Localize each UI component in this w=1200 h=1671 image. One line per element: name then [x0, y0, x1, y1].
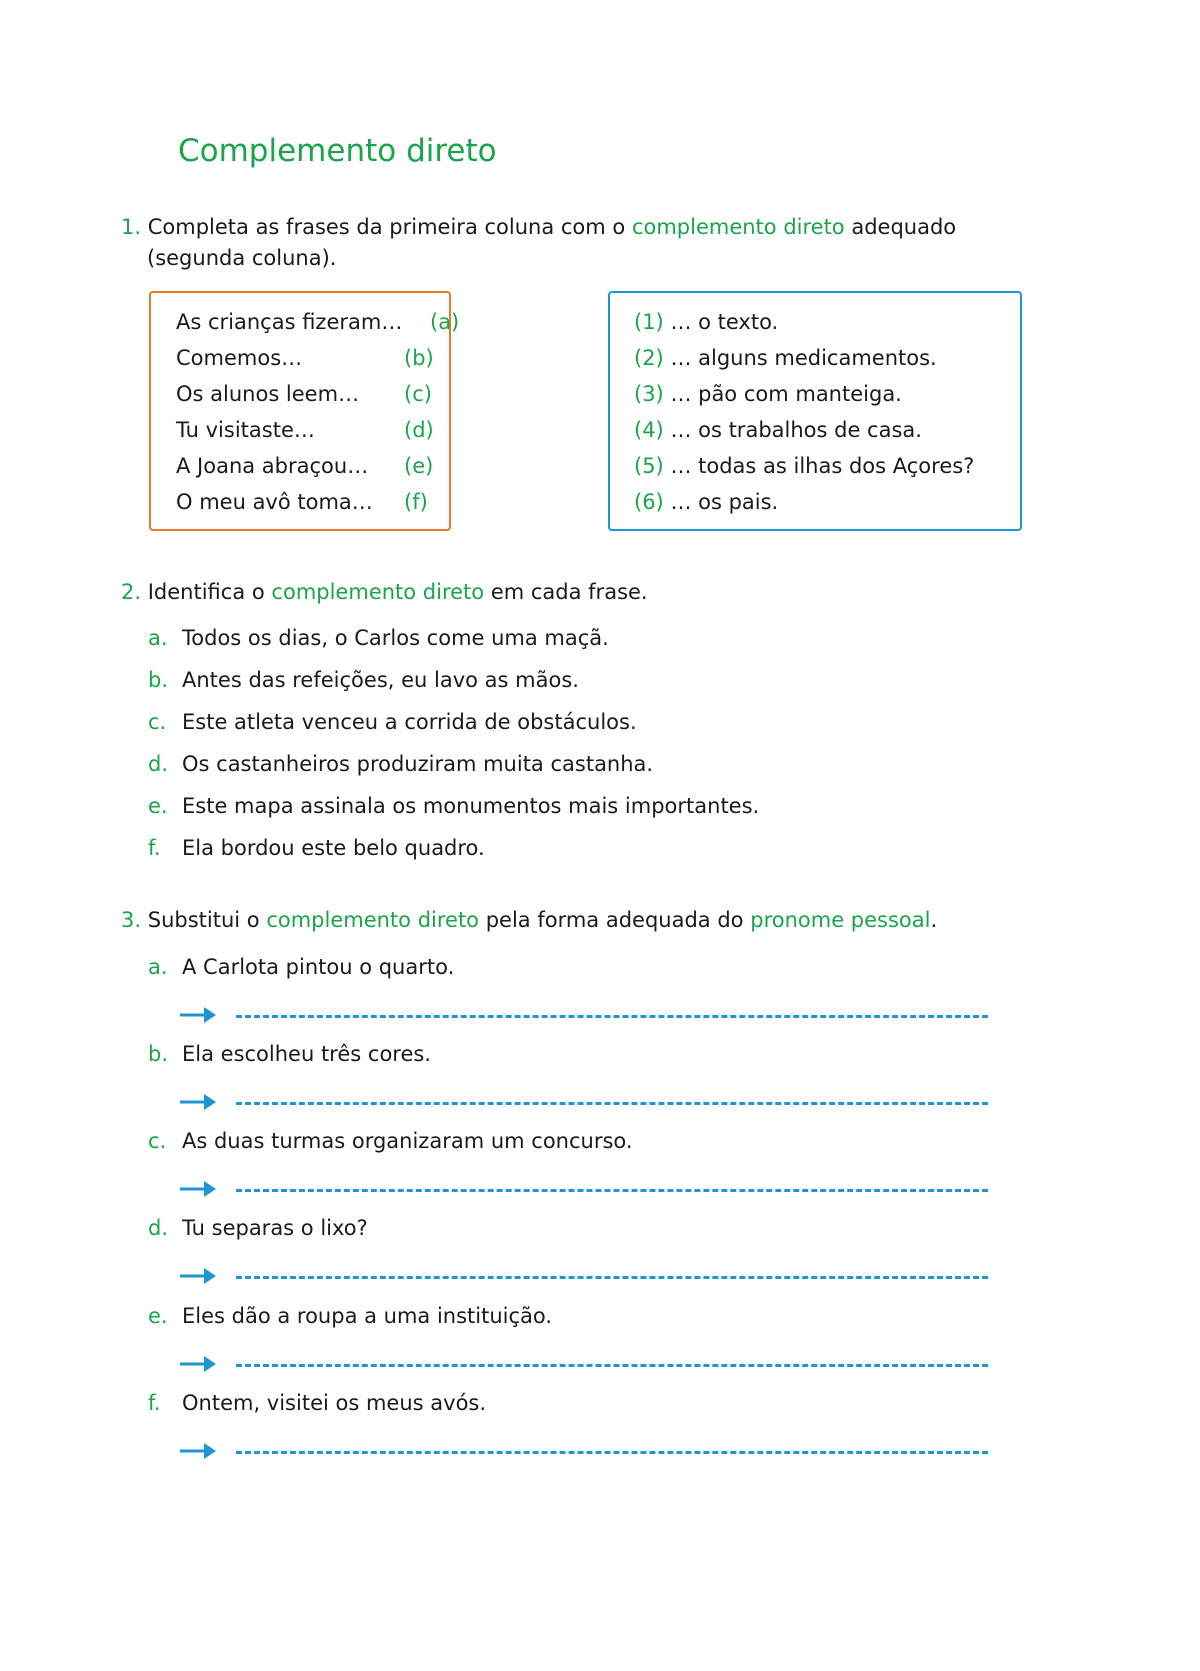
answer-dashed-line — [236, 1189, 988, 1192]
right-col-item: (3) … pão com manteiga. — [634, 382, 902, 406]
left-col-item: Tu visitaste… — [176, 418, 315, 442]
left-col-label: (e) — [404, 454, 434, 478]
question-1-highlight: complemento direto — [631, 215, 845, 239]
question-3 — [121, 905, 937, 936]
question-2-number: 2. — [121, 580, 142, 604]
question-3-text-before: Substitui o — [147, 908, 260, 932]
arrow-right-icon — [178, 1440, 218, 1462]
left-col-label: (d) — [404, 418, 434, 442]
question-3-text-after: . — [930, 908, 938, 932]
question-3-item: a. A Carlota pintou o quarto. — [148, 955, 455, 979]
left-col-item: As crianças fizeram… — [176, 310, 403, 334]
answer-line[interactable] — [178, 1002, 988, 1028]
question-1-text-after: adequado — [851, 215, 957, 239]
question-3-item: d. Tu separas o lixo? — [148, 1216, 368, 1240]
question-1 — [121, 212, 956, 243]
left-col-item: Comemos… — [176, 346, 303, 370]
question-2-item: c. Este atleta venceu a corrida de obstáculos. — [148, 710, 637, 734]
question-2-item: f. Ela bordou este belo quadro. — [148, 836, 485, 860]
left-col-label: (a) — [430, 310, 460, 334]
left-col-label: (b) — [404, 346, 434, 370]
right-col-item: (6) … os pais. — [634, 490, 779, 514]
question-2-item: b. Antes das refeições, eu lavo as mãos. — [148, 668, 579, 692]
question-2-item: d. Os castanheiros produziram muita castanha. — [148, 752, 654, 776]
page-title: Complemento direto — [178, 133, 497, 169]
answer-line[interactable] — [178, 1176, 988, 1202]
answer-dashed-line — [236, 1364, 988, 1367]
question-2-item: e. Este mapa assinala os monumentos mais importantes. — [148, 794, 760, 818]
question-3-item: b. Ela escolheu três cores. — [148, 1042, 431, 1066]
question-2 — [121, 577, 648, 608]
question-3-item: e. Eles dão a roupa a uma instituição. — [148, 1304, 553, 1328]
question-3-item: f. Ontem, visitei os meus avós. — [148, 1391, 487, 1415]
answer-dashed-line — [236, 1102, 988, 1105]
question-1-number: 1. — [121, 215, 142, 239]
arrow-right-icon — [178, 1091, 218, 1113]
left-col-label: (f) — [404, 490, 428, 514]
question-3-item: c. As duas turmas organizaram um concurso. — [148, 1129, 633, 1153]
arrow-right-icon — [178, 1265, 218, 1287]
question-3-number: 3. — [121, 908, 142, 932]
left-col-label: (c) — [404, 382, 432, 406]
question-1-text-before: Completa as frases da primeira coluna com o — [147, 215, 626, 239]
answer-dashed-line — [236, 1276, 988, 1279]
question-3-highlight-2: pronome pessoal — [750, 908, 931, 932]
left-col-item: Os alunos leem… — [176, 382, 360, 406]
left-col-item: A Joana abraçou… — [176, 454, 369, 478]
question-3-text-middle: pela forma adequada do — [485, 908, 744, 932]
arrow-right-icon — [178, 1004, 218, 1026]
right-col-item: (2) … alguns medicamentos. — [634, 346, 937, 370]
answer-line[interactable] — [178, 1263, 988, 1289]
arrow-right-icon — [178, 1353, 218, 1375]
question-2-text-after: em cada frase. — [490, 580, 648, 604]
arrow-right-icon — [178, 1178, 218, 1200]
left-col-item: O meu avô toma… — [176, 490, 373, 514]
right-col-item: (5) … todas as ilhas dos Açores? — [634, 454, 975, 478]
answer-line[interactable] — [178, 1351, 988, 1377]
right-col-item: (1) … o texto. — [634, 310, 779, 334]
question-2-text-before: Identifica o — [147, 580, 265, 604]
question-1-line2: (segunda coluna). — [147, 246, 337, 270]
right-col-item: (4) … os trabalhos de casa. — [634, 418, 922, 442]
answer-dashed-line — [236, 1451, 988, 1454]
question-2-item: a. Todos os dias, o Carlos come uma maçã. — [148, 626, 609, 650]
question-2-highlight: complemento direto — [271, 580, 485, 604]
answer-line[interactable] — [178, 1438, 988, 1464]
answer-line[interactable] — [178, 1089, 988, 1115]
answer-dashed-line — [236, 1015, 988, 1018]
question-3-highlight-1: complemento direto — [266, 908, 480, 932]
